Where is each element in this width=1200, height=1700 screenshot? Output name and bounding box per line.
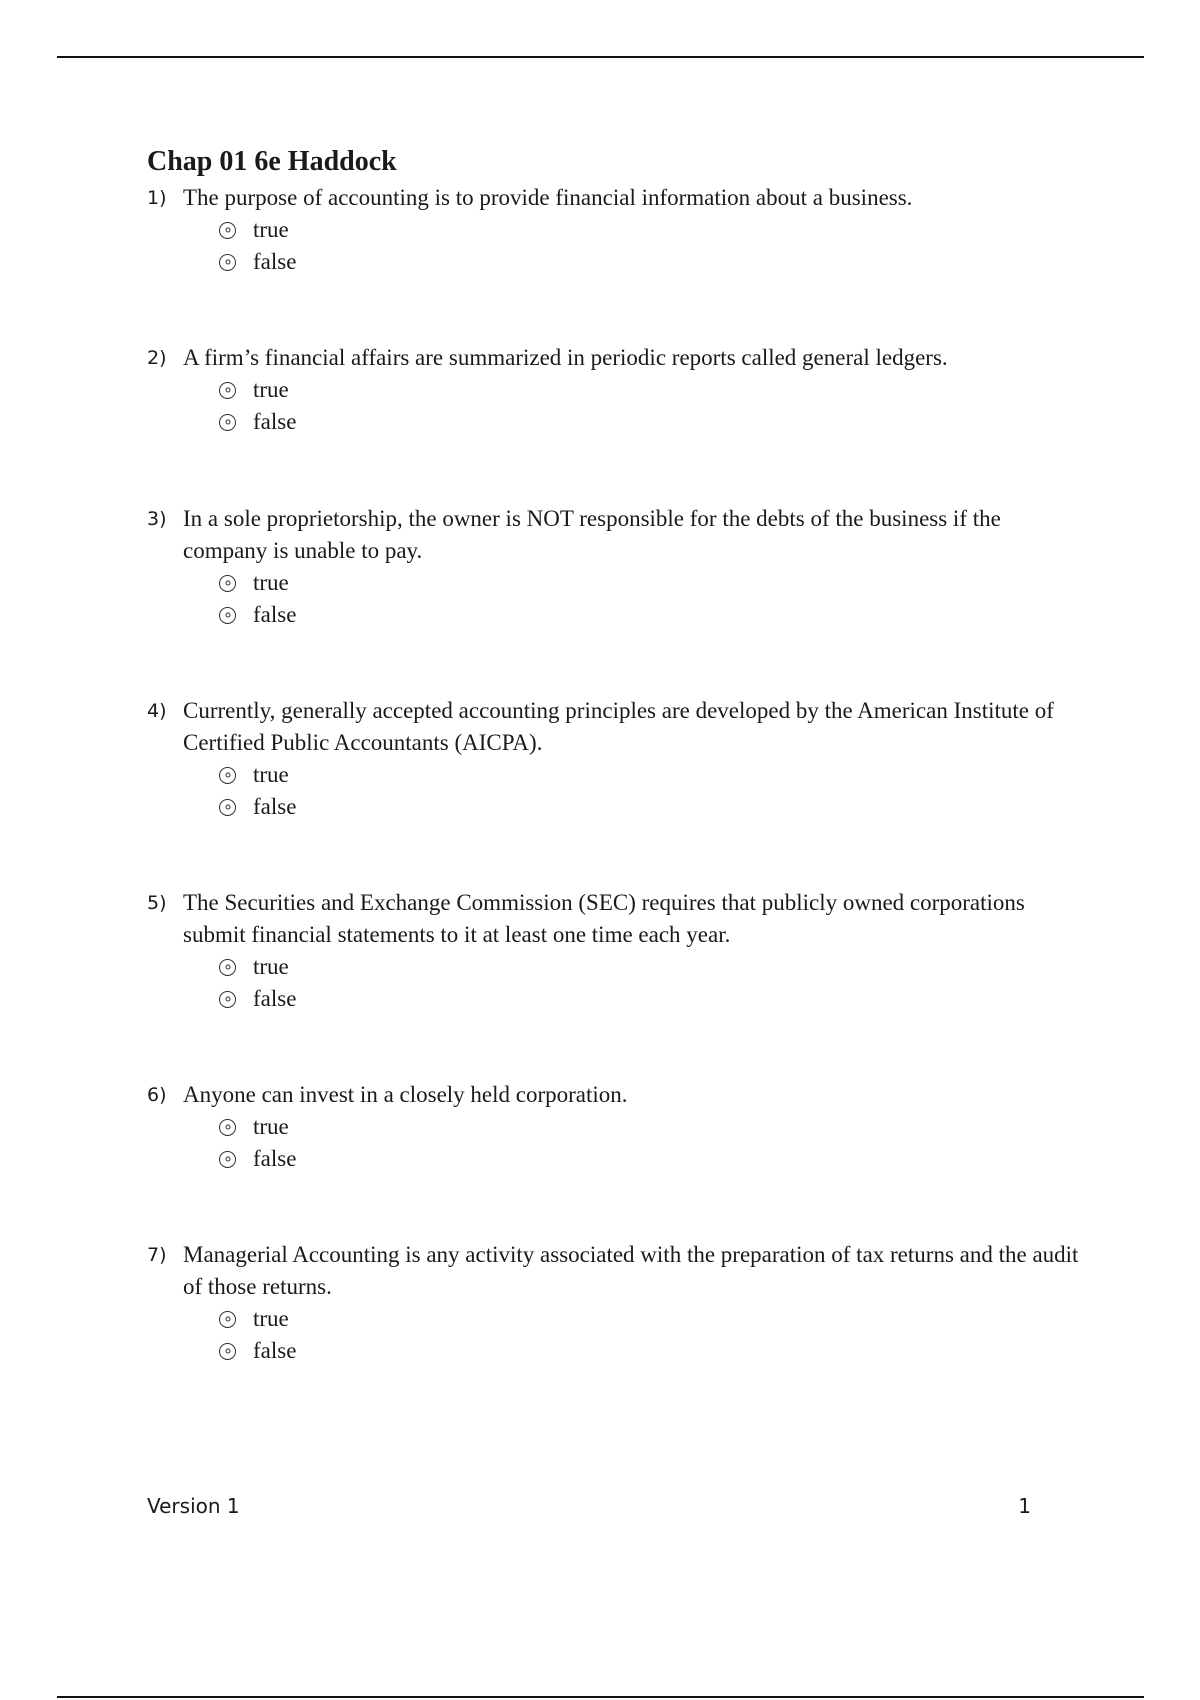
- question-number: 5): [147, 892, 167, 914]
- option-true[interactable]: [219, 214, 1087, 246]
- option-false[interactable]: [219, 246, 1087, 278]
- question-number: 3): [147, 508, 167, 530]
- question-6: [147, 1079, 1087, 1175]
- option-true[interactable]: [219, 567, 1087, 599]
- option-label: true: [253, 762, 289, 787]
- option-label: true: [253, 954, 289, 979]
- option-false[interactable]: [219, 983, 1087, 1015]
- option-true[interactable]: [219, 374, 1087, 406]
- radio-button-icon[interactable]: [219, 575, 236, 592]
- question-number: 7): [147, 1244, 167, 1266]
- question-text: Managerial Accounting is any activity associated with the preparation of tax returns and the audit of those returns.: [183, 1242, 1079, 1299]
- radio-button-icon[interactable]: [219, 1311, 236, 1328]
- question-5: [147, 887, 1087, 1015]
- radio-button-icon[interactable]: [219, 414, 236, 431]
- question-number: 6): [147, 1084, 167, 1106]
- option-false[interactable]: [219, 791, 1087, 823]
- option-true[interactable]: [219, 759, 1087, 791]
- option-true[interactable]: [219, 1303, 1087, 1335]
- question-text: In a sole proprietorship, the owner is NOT responsible for the debts of the business if the company is unable to pay.: [183, 506, 1001, 563]
- question-7: [147, 1239, 1087, 1367]
- option-label: false: [253, 409, 297, 434]
- option-false[interactable]: [219, 406, 1087, 438]
- radio-button-icon[interactable]: [219, 799, 236, 816]
- question-2: [147, 342, 1087, 438]
- question-text: A firm’s financial affairs are summarized in periodic reports called general ledgers.: [183, 345, 948, 370]
- option-true[interactable]: [219, 951, 1087, 983]
- option-true[interactable]: [219, 1111, 1087, 1143]
- option-label: false: [253, 602, 297, 627]
- question-3: [147, 503, 1087, 631]
- bottom-rule: [57, 1696, 1144, 1698]
- version-label: Version 1: [147, 1494, 240, 1518]
- option-false[interactable]: [219, 1143, 1087, 1175]
- option-label: false: [253, 986, 297, 1011]
- radio-button-icon[interactable]: [219, 222, 236, 239]
- option-label: true: [253, 570, 289, 595]
- radio-button-icon[interactable]: [219, 1343, 236, 1360]
- question-4: [147, 695, 1087, 823]
- top-rule: [57, 56, 1144, 58]
- question-number: 4): [147, 700, 167, 722]
- page-footer: [147, 1494, 1031, 1518]
- radio-button-icon[interactable]: [219, 1151, 236, 1168]
- option-label: true: [253, 1114, 289, 1139]
- radio-button-icon[interactable]: [219, 1119, 236, 1136]
- question-text: The Securities and Exchange Commission (SEC) requires that publicly owned corporations submit financial statements to it at least one time each year.: [183, 890, 1025, 947]
- option-label: false: [253, 1146, 297, 1171]
- radio-button-icon[interactable]: [219, 254, 236, 271]
- option-label: true: [253, 1306, 289, 1331]
- option-label: false: [253, 249, 297, 274]
- option-label: true: [253, 377, 289, 402]
- document-body: [147, 142, 1087, 182]
- question-text: The purpose of accounting is to provide financial information about a business.: [183, 185, 913, 210]
- option-false[interactable]: [219, 1335, 1087, 1367]
- radio-button-icon[interactable]: [219, 607, 236, 624]
- question-number: 2): [147, 347, 167, 369]
- question-1: [147, 182, 1087, 278]
- question-text: Anyone can invest in a closely held corporation.: [183, 1082, 628, 1107]
- option-label: false: [253, 794, 297, 819]
- radio-button-icon[interactable]: [219, 959, 236, 976]
- option-false[interactable]: [219, 599, 1087, 631]
- radio-button-icon[interactable]: [219, 382, 236, 399]
- question-text: Currently, generally accepted accounting principles are developed by the American Institute of Certified Public Accountants (AICPA).: [183, 698, 1054, 755]
- page-number: 1: [1018, 1494, 1031, 1518]
- option-label: false: [253, 1338, 297, 1363]
- document-title: Chap 01 6e Haddock: [147, 146, 397, 177]
- radio-button-icon[interactable]: [219, 991, 236, 1008]
- option-label: true: [253, 217, 289, 242]
- question-number: 1): [147, 187, 167, 209]
- radio-button-icon[interactable]: [219, 767, 236, 784]
